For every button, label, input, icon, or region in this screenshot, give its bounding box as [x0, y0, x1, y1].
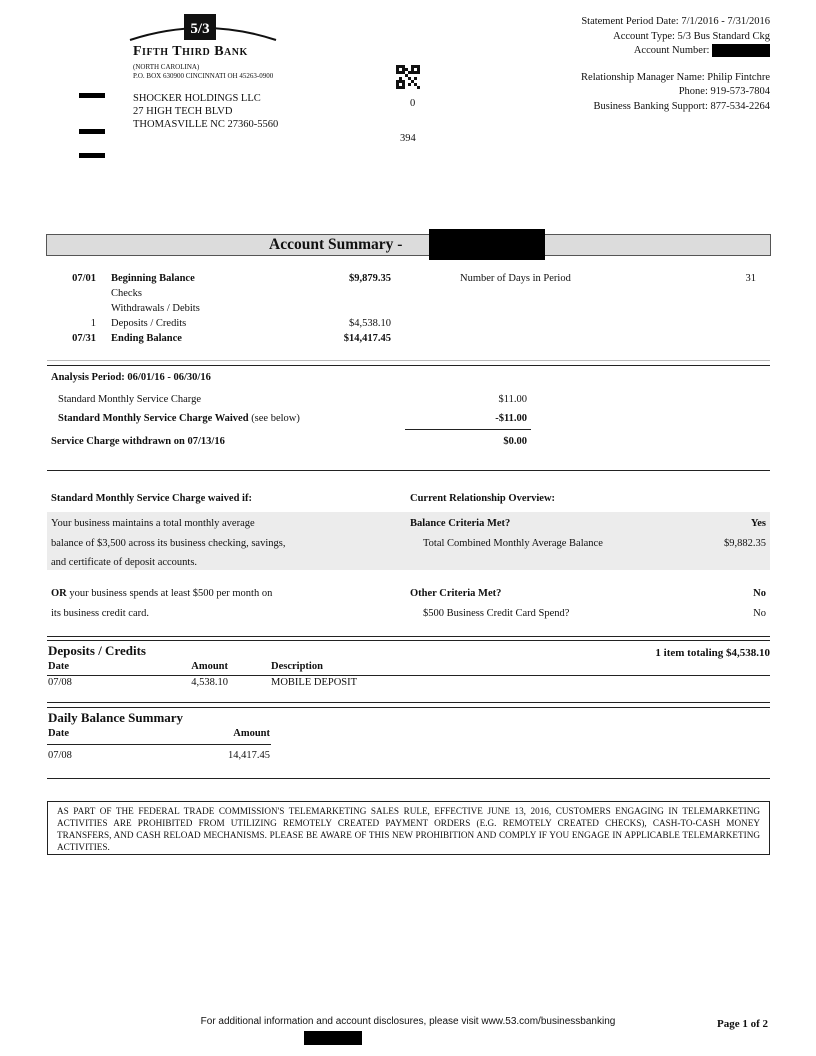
summary-label: Ending Balance: [111, 333, 182, 344]
mail-code: 0: [410, 98, 416, 109]
waiver-condition-line: balance of $3,500 across its business checking, savings,: [51, 538, 286, 549]
service-charge-value: $11.00: [498, 394, 527, 405]
redaction-block: [304, 1031, 362, 1045]
waiver-or: OR: [51, 588, 67, 599]
col-header-amount: Amount: [191, 661, 228, 672]
divider: [47, 778, 770, 779]
other-criteria-value: No: [753, 588, 766, 599]
days-in-period-value: 31: [745, 273, 756, 284]
summary-label: Withdrawals / Debits: [111, 303, 200, 314]
service-charge-waived-value: -$11.00: [495, 413, 527, 424]
analysis-period: Analysis Period: 06/01/16 - 06/30/16: [51, 372, 211, 383]
col-header-date: Date: [48, 728, 69, 739]
deposit-date: 07/08: [48, 677, 72, 688]
waiver-condition-text: your business spends at least $500 per month on: [69, 588, 273, 599]
relationship-manager: Relationship Manager Name: Philip Fintchre: [581, 71, 770, 83]
service-charge-waived-label: Standard Monthly Service Charge Waived: [58, 413, 249, 424]
relationship-overview-title: Current Relationship Overview:: [410, 493, 556, 504]
summary-label: Deposits / Credits: [111, 318, 187, 329]
divider: [47, 640, 770, 641]
deposit-description: MOBILE DEPOSIT: [271, 677, 358, 688]
divider: [47, 702, 770, 703]
manager-phone: Phone: 919-573-7804: [678, 86, 770, 97]
ftc-notice: AS PART OF THE FEDERAL TRADE COMMISSION'S TELEMARKETING SALES RULE, EFFECTIVE JUNE 13, 2016, CUSTOMERS ENGAGING IN TELEMARKETING ACTIVITIES ARE PROHIBITED FROM UTILIZING REMOTELY CREATED PAYMENT ORDERS (E.G. REMOTELY CREATED CHECKS), CASH-TO-CASH MONEY TRANSFERS, AND CASH RELOAD MECHANISMS. PLEASE BE AWARE OF THIS NEW PROHIBITION AND COMPLY IF YOU ENGAGE IN APPLICABLE TELEMARKETING ACTIVITIES.: [47, 801, 770, 855]
summary-label: Beginning Balance: [111, 273, 195, 284]
account-number-label: Account Number:: [633, 45, 710, 56]
customer-address-line: SHOCKER HOLDINGS LLC: [133, 93, 261, 104]
summary-amount: $9,879.35: [349, 273, 391, 284]
col-header-date: Date: [48, 661, 69, 672]
subtotal-line: [405, 429, 531, 430]
waiver-condition-line: Your business maintains a total monthly average: [51, 518, 255, 529]
bank-address: P.O. BOX 630900 CINCINNATI OH 45263-0900: [133, 72, 274, 80]
mail-code: 394: [400, 133, 416, 144]
service-charge-waived-note: (see below): [251, 413, 300, 424]
customer-address: [133, 92, 278, 131]
bank-logo: [128, 12, 278, 46]
header-underline: [47, 675, 770, 676]
service-charge-withdrawn-label: Service Charge withdrawn on 07/13/16: [51, 436, 225, 447]
waiver-title: Standard Monthly Service Charge waived if:: [51, 493, 252, 504]
daily-balance-title: Daily Balance Summary: [48, 710, 184, 725]
header-underline: [47, 744, 271, 745]
redaction-block: [429, 229, 545, 260]
daily-balance-date: 07/08: [48, 750, 72, 761]
card-spend-label: $500 Business Credit Card Spend?: [423, 608, 570, 619]
deposits-total: 1 item totaling $4,538.10: [655, 647, 770, 659]
divider: [47, 470, 770, 471]
deposit-amount: 4,538.10: [191, 677, 228, 688]
balance-criteria-value: Yes: [750, 518, 766, 529]
divider: [47, 360, 770, 361]
balance-criteria-label: Balance Criteria Met?: [410, 518, 511, 529]
service-charge-label: Standard Monthly Service Charge: [58, 394, 201, 405]
card-spend-value: No: [753, 608, 766, 619]
divider: [47, 636, 770, 637]
days-in-period-label: Number of Days in Period: [460, 273, 571, 284]
statement-period: Statement Period Date: 7/1/2016 - 7/31/2016: [581, 16, 770, 27]
waiver-condition-line: its business credit card.: [51, 608, 149, 619]
service-charge-withdrawn-value: $0.00: [503, 436, 527, 447]
qr-code-icon: [396, 65, 420, 89]
summary-date: 07/31: [72, 333, 96, 344]
divider: [47, 365, 770, 366]
summary-label: Checks: [111, 288, 142, 299]
mail-mark-bar: [79, 93, 105, 98]
footer-text: For additional information and account disclosures, please visit www.53.com/businessbanking: [200, 1016, 616, 1027]
bank-region: (NORTH CAROLINA): [133, 63, 200, 71]
summary-date: 07/01: [72, 273, 96, 284]
account-summary-title: Account Summary -: [269, 236, 403, 253]
account-summary-header: [46, 234, 771, 256]
statement-info: [581, 15, 770, 114]
mail-mark-bar: [79, 129, 105, 134]
mail-mark-bar: [79, 153, 105, 158]
bank-logo-text: 5/3: [190, 21, 210, 37]
service-charge-waived: [58, 413, 300, 424]
col-header-description: Description: [271, 661, 323, 672]
bank-name: Fifth Third Bank: [133, 44, 248, 59]
other-criteria-label: Other Criteria Met?: [410, 588, 502, 599]
divider: [47, 707, 770, 708]
business-support: Business Banking Support: 877-534-2264: [593, 100, 770, 112]
avg-balance-value: $9,882.35: [724, 538, 766, 549]
summary-date: 1: [90, 318, 96, 329]
summary-amount: $4,538.10: [349, 318, 391, 329]
daily-balance-amount: 14,417.45: [228, 750, 270, 761]
customer-address-line: THOMASVILLE NC 27360-5560: [133, 119, 279, 130]
avg-balance-label: Total Combined Monthly Average Balance: [423, 538, 603, 549]
page-number: Page 1 of 2: [716, 1018, 768, 1030]
col-header-amount: Amount: [233, 728, 270, 739]
customer-address-line: 27 HIGH TECH BLVD: [133, 106, 233, 117]
waiver-condition-line: [51, 588, 272, 599]
account-type: Account Type: 5/3 Bus Standard Ckg: [613, 30, 770, 42]
redaction-block: [712, 44, 770, 57]
waiver-condition-line: and certificate of deposit accounts.: [51, 557, 198, 568]
deposits-title: Deposits / Credits: [48, 643, 146, 658]
account-number: [581, 44, 770, 59]
summary-amount: $14,417.45: [343, 333, 391, 344]
